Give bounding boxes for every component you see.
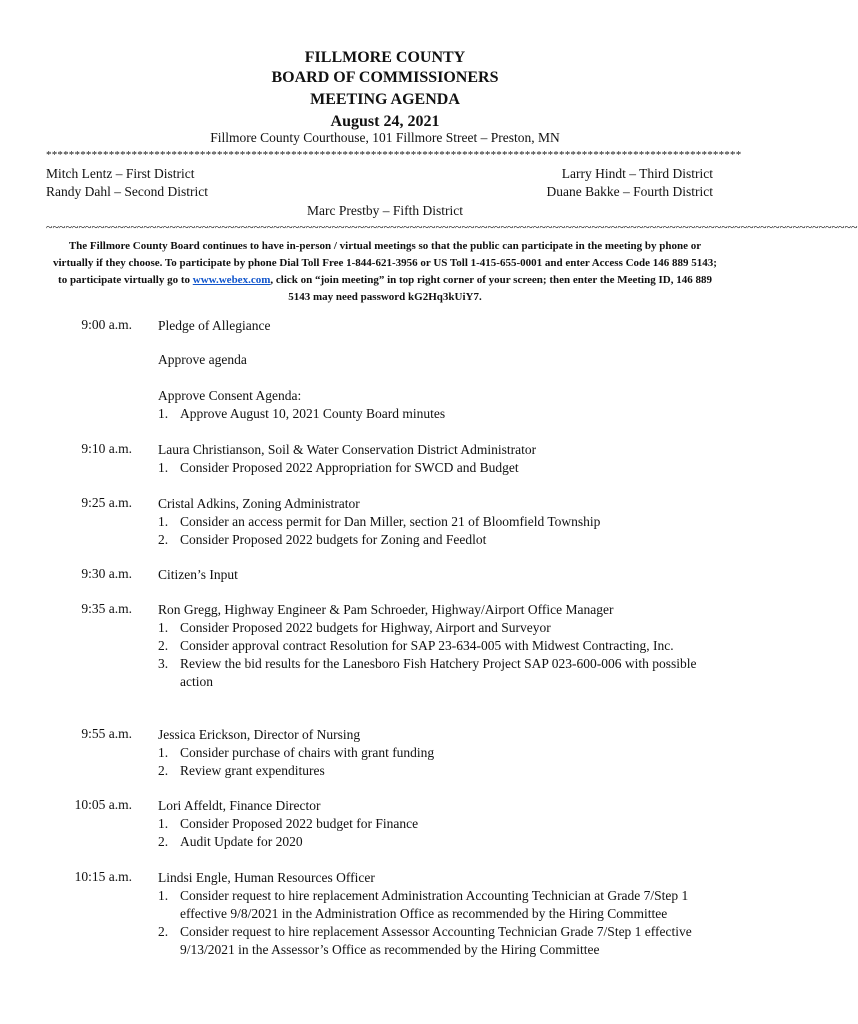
list-item [158, 887, 718, 923]
nursing-title: Jessica Erickson, Director of Nursing [158, 727, 361, 742]
agenda-item-human-resources [158, 869, 718, 959]
consent-title: Approve Consent Agenda: [158, 388, 302, 403]
list-item [158, 459, 718, 477]
item-number: 1. [158, 460, 169, 475]
board-title: BOARD OF COMMISSIONERS [271, 69, 499, 86]
list-item [158, 619, 718, 637]
list-item [158, 655, 718, 691]
item-number: 2. [158, 924, 169, 939]
item-number: 1. [158, 406, 169, 421]
county-title: FILLMORE COUNTY [304, 49, 466, 66]
list-item [158, 513, 718, 531]
agenda-item-nursing [158, 726, 718, 780]
list-item [158, 744, 718, 762]
agenda-item-swcd [158, 441, 718, 477]
zoning-title: Cristal Adkins, Zoning Administrator [158, 496, 360, 511]
time-955: 9:55 a.m. [81, 726, 132, 741]
item-text: Consider approval contract Resolution for SAP 23-634-005 with Midwest Contracting, Inc. [180, 638, 674, 653]
finance-title: Lori Affeldt, Finance Director [158, 798, 321, 813]
meeting-location: Fillmore County Courthouse, 101 Fillmore Street – Preston, MN [210, 130, 560, 145]
time-1005: 10:05 a.m. [74, 797, 132, 812]
tilde-separator: ~~~~~~~~~~~~~~~~~~~~~~~~~~~~~~~~~~~~~~~~~~~~~~~~~~~~~~~~~~~~~~~~~~~~~~~~~~~~~~~~~~~~~~~~~~~~~~~~~~~~~~~~~~~~~~~~~~~~~~~~~~~~~ [46, 220, 858, 234]
commissioner-first-district: Mitch Lentz – First District [46, 166, 195, 181]
commissioner-fifth-district: Marc Prestby – Fifth District [307, 203, 463, 218]
item-text: Consider Proposed 2022 budget for Finance [180, 816, 419, 831]
list-item [158, 923, 718, 959]
item-text: Review the bid results for the Lanesboro Fish Hatchery Project SAP 023-600-006 with possible action [180, 656, 697, 689]
item-number: 1. [158, 620, 169, 635]
item-text: Review grant expenditures [180, 763, 325, 778]
swcd-title: Laura Christianson, Soil & Water Conservation District Administrator [158, 442, 537, 457]
item-number: 1. [158, 888, 169, 903]
webex-link[interactable]: www.webex.com [192, 274, 271, 286]
item-number: 1. [158, 745, 169, 760]
agenda-item-finance [158, 797, 718, 851]
agenda-item-pledge: Pledge of Allegiance [158, 318, 271, 333]
time-925: 9:25 a.m. [81, 495, 132, 510]
agenda-item-consent [158, 387, 718, 423]
time-930: 9:30 a.m. [81, 566, 132, 581]
time-910: 9:10 a.m. [81, 441, 132, 456]
item-text: Approve August 10, 2021 County Board minutes [180, 406, 446, 421]
agenda-item-citizens-input: Citizen’s Input [158, 567, 238, 582]
agenda-item-zoning [158, 495, 718, 549]
item-number: 2. [158, 638, 169, 653]
time-900: 9:00 a.m. [81, 317, 132, 332]
item-number: 2. [158, 834, 169, 849]
list-item [158, 637, 718, 655]
item-number: 1. [158, 816, 169, 831]
commissioner-second-district: Randy Dahl – Second District [46, 184, 208, 199]
commissioner-third-district: Larry Hindt – Third District [561, 166, 713, 181]
notice-text-part2: , click on “join meeting” in top right corner of your screen; then enter the Meeting ID, 146 889 5143 may need password kG2Hq3kUiY7. [270, 274, 712, 303]
list-item [158, 405, 718, 423]
list-item [158, 833, 718, 851]
item-number: 3. [158, 656, 169, 671]
item-text: Consider Proposed 2022 budgets for Zoning and Feedlot [180, 532, 487, 547]
item-text: Audit Update for 2020 [180, 834, 303, 849]
star-separator: ************************************************************************************************************************** [46, 149, 742, 161]
item-text: Consider Proposed 2022 budgets for Highway, Airport and Surveyor [180, 620, 551, 635]
item-text: Consider request to hire replacement Assessor Accounting Technician Grade 7/Step 1 effective 9/13/2021 in the Assessor’s Office as recommended by the Hiring Committee [180, 924, 692, 957]
hr-title: Lindsi Engle, Human Resources Officer [158, 870, 375, 885]
item-number: 1. [158, 514, 169, 529]
meeting-date: August 24, 2021 [330, 113, 440, 130]
agenda-item-highway [158, 601, 718, 691]
item-text: Consider an access permit for Dan Miller, section 21 of Bloomfield Township [180, 514, 601, 529]
list-item [158, 762, 718, 780]
item-text: Consider request to hire replacement Administration Accounting Technician at Grade 7/Step 1 effective 9/8/2021 in the Administration Office as recommended by the Hiring Committee [180, 888, 689, 921]
agenda-item-approve-agenda: Approve agenda [158, 352, 247, 367]
item-text: Consider Proposed 2022 Appropriation for SWCD and Budget [180, 460, 519, 475]
item-text: Consider purchase of chairs with grant funding [180, 745, 435, 760]
highway-title: Ron Gregg, Highway Engineer & Pam Schroeder, Highway/Airport Office Manager [158, 602, 614, 617]
commissioner-fourth-district: Duane Bakke – Fourth District [546, 184, 713, 199]
item-number: 2. [158, 532, 169, 547]
participation-notice [50, 238, 720, 306]
item-number: 2. [158, 763, 169, 778]
time-935: 9:35 a.m. [81, 601, 132, 616]
document-title: MEETING AGENDA [310, 91, 460, 108]
notice-text-part1: The Fillmore County Board continues to have in-person / virtual meetings so that the public can participate in the meeting by phone or virtually if they choose. To participate by phone Dial Toll Free 1-844-621-3956 or US Toll 1-415-655-0001 and enter Access Code 146 889 5143; to participate virtually go to [53, 240, 717, 286]
list-item [158, 815, 718, 833]
time-1015: 10:15 a.m. [74, 869, 132, 884]
list-item [158, 531, 718, 549]
